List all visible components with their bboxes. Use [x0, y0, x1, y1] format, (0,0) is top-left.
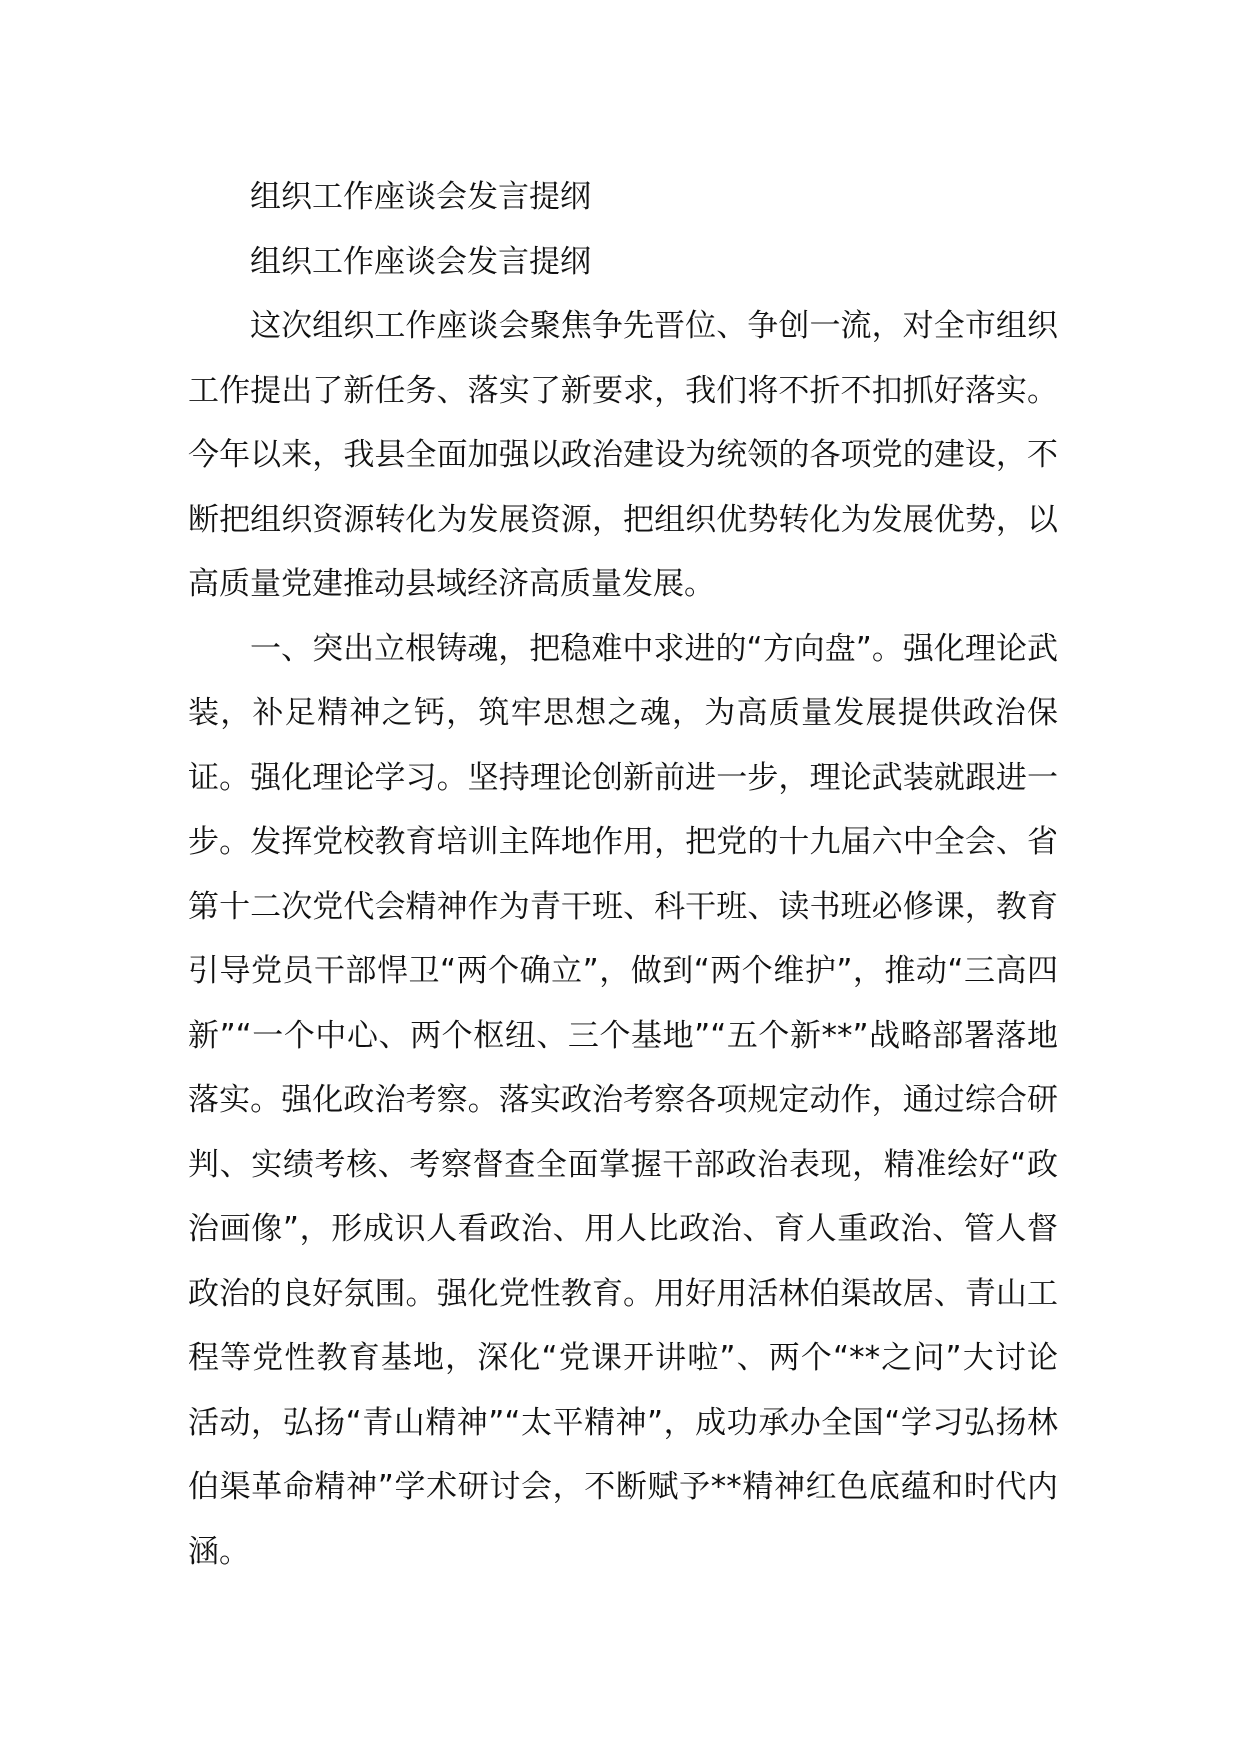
document-title: 组织工作座谈会发言提纲 — [250, 179, 591, 215]
paragraph-intro: 这次组织工作座谈会聚焦争先晋位、争创一流，对全市组织工作提出了新任务、落实了新要求，我们将不折不扣抓好落实。今年以来，我县全面加强以政治建设为统领的各项党的建设，不断把组织资源转化为发展资源，把组织优势转化为发展优势，以高质量党建推动县域经济高质量发展。 — [188, 308, 1058, 602]
paragraph-section-one: 一、突出立根铸魂，把稳难中求进的“方向盘”。强化理论武装，补足精神之钙，筑牢思想之魂，为高质量发展提供政治保证。强化理论学习。坚持理论创新前进一步，理论武装就跟进一步。发挥党校教育培训主阵地作用，把党的十九届六中全会、省第十二次党代会精神作为青干班、科干班、读书班必修课，教育引导党员干部悍卫“两个确立”，做到“两个维护”，推动“三高四新”“一个中心、两个枢纽、三个基地”“五个新**”战略部署落地落实。强化政治考察。落实政治考察各项规定动作，通过综合研判、实绩考核、考察督查全面掌握干部政治表现，精准绘好“政治画像”，形成识人看政治、用人比政治、育人重政治、管人督政治的良好氛围。强化党性教育。用好用活林伯渠故居、青山工程等党性教育基地，深化“党课开讲啦”、两个“**之问”大讨论活动，弘扬“青山精神”“太平精神”，成功承办全国“学习弘扬林伯渠革命精神”学术研讨会，不断赋予**精神红色底蕴和时代内涵。 — [188, 630, 1058, 1570]
document-subtitle: 组织工作座谈会发言提纲 — [250, 243, 591, 280]
document-body — [188, 165, 1058, 1584]
